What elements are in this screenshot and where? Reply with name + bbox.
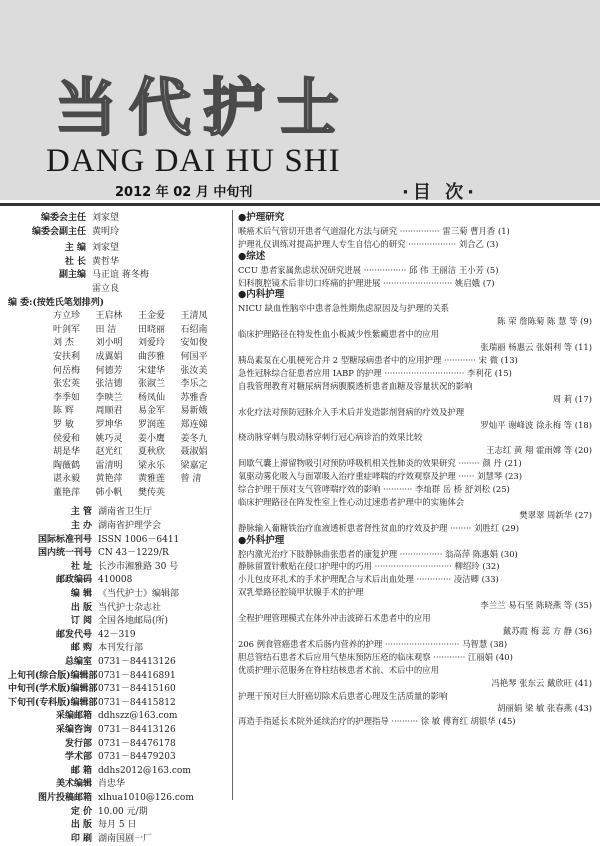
toc-item-title: CCU 患者家属焦虑状况研究进展 ················ 邱 伟 王丽洁 王小芳 (5): [238, 264, 499, 275]
toc-item-title: 综合护理干预对支气管哮喘疗效的影响 ··········· 李灿群 岳 桥 舒刘松 (25): [238, 484, 510, 495]
board-member: 方立珍: [53, 311, 81, 322]
editorial-label: 编委会主任: [40, 213, 86, 223]
toc-item-title: 护理礼仪训练对提高护理人专生自信心的研究 ·················· 刘合乙 (3): [238, 238, 499, 249]
toc-item-authors: 樊翠翠 周新华 (27): [519, 509, 592, 520]
pub-info-label: 出 版: [70, 820, 92, 831]
board-member: 姚巧灵: [95, 433, 123, 444]
board-member: 张淑兰: [138, 379, 166, 390]
board-member: 石绍南: [180, 324, 208, 335]
board-member: 周顺君: [95, 406, 123, 417]
board-member: 樊传英: [138, 487, 166, 498]
pub-info-value: 410008: [98, 575, 133, 586]
board-member: 田晓丽: [138, 324, 166, 335]
pub-info-value: 全国各地邮局(所): [98, 616, 169, 627]
pub-info-value: ddhszz@163.com: [98, 711, 178, 722]
editors-list: [8, 242, 230, 296]
pub-info-label: 中旬刊(学术版)编辑部: [8, 684, 98, 695]
header-rule: [0, 203, 600, 206]
pub-info-row: [8, 670, 230, 684]
editorial-value: 刘家望: [92, 213, 120, 223]
pub-info-label: 图片投稿邮箱: [37, 792, 92, 803]
editor-value: 雷立良: [92, 283, 120, 294]
board-member: 曲莎雅: [138, 351, 166, 362]
board-member: 李映兰: [95, 392, 123, 403]
pub-info-row: [8, 738, 230, 752]
pub-info-row: [8, 656, 230, 670]
editor-row: [8, 256, 230, 270]
pub-info-value: 0731－84413126: [98, 657, 176, 667]
toc-item-title: 急性冠脉综合征患者应用 IABP 的护理 ······························ 李利花 (15): [238, 367, 512, 378]
pub-info-row: [8, 547, 230, 561]
pub-info-value: 本刊发行部: [98, 643, 144, 654]
board-member: 何国平: [180, 351, 208, 362]
toc-item-title: 妇科腹腔镜术后非切口疼痛的护理进展 ·························· 姚启娥 (7): [238, 277, 495, 288]
pub-info-value: 0731－84476178: [98, 738, 176, 749]
toc-item-title: 临床护理路径在特发性血小板减少性紫癜患者中的应用: [238, 329, 439, 340]
pub-info-row: [8, 588, 230, 602]
pub-info-label: 总编室: [64, 657, 92, 667]
board-member: 何德芳: [95, 365, 123, 376]
pub-info-value: 0731－84413126: [98, 724, 176, 735]
board-member: 侯爱和: [53, 433, 81, 444]
pub-info-value: 长沙市湘雅路 30 号: [98, 561, 179, 572]
board-member: [181, 487, 224, 501]
pub-info-row: [8, 629, 230, 643]
pub-info-label: 出 版: [70, 602, 92, 613]
board-member: 张汝美: [180, 365, 208, 376]
board-member: 夏秋欣: [138, 447, 166, 458]
editor-value: 黄哲华: [92, 256, 120, 267]
pub-info-row: [8, 697, 230, 711]
pub-info-value: 湖南国剧一厂: [98, 833, 153, 844]
board-member: 罗 敏: [53, 419, 74, 430]
toc-item-title: 喉癌术后气管切开患者气道湿化方法与研究 ··············· 雷三菊 曹月香 (1): [238, 225, 510, 236]
pub-info-row: [8, 819, 230, 833]
pub-info-row: [8, 520, 230, 534]
board-member: 雷清明: [95, 460, 123, 471]
board-member: 叶剑军: [53, 324, 81, 335]
board-member: 易新娥: [180, 406, 208, 417]
pub-info-label: 定 价: [70, 806, 92, 817]
pub-info-label: 美术编辑: [55, 779, 92, 790]
board-member: 姜冬九: [180, 433, 208, 444]
board-member: 田 洁: [95, 324, 117, 335]
board-member: 董艳萍: [53, 487, 81, 498]
editorial-row: [8, 212, 230, 226]
editor-label: 社 长: [64, 256, 86, 267]
pub-info-value: 10.00 元/期: [98, 806, 148, 817]
board-member: 罗坤华: [95, 419, 123, 430]
toc-item-title: 间歇气囊上滞留物吸引对预防呼吸机相关性肺炎的效果研究 ········ 颜 丹 (21): [238, 458, 522, 469]
toc-item-title: 全程护理管理模式在体外冲击波碎石术患者中的应用: [238, 613, 431, 624]
journal-title: 当代护士: [55, 71, 352, 144]
toc-item-title: 206 例食管癌患者术后肠内营养的护理 ···························· 马智慧 (38): [238, 638, 508, 649]
pub-info-row: [8, 615, 230, 629]
toc-section-heading: ●护理研究: [238, 212, 285, 223]
toc-item-title: 腔内激光治疗下肢静脉曲张患者的康复护理 ················ 翁高萍 陈惠娟 (30): [238, 548, 518, 559]
toc-item-authors: 李兰兰 易石坚 陈晓燕 等 (35): [480, 600, 592, 611]
pub-info-row: [8, 751, 230, 765]
board-member: 黄雅莲: [138, 474, 166, 485]
board-member: 梁嘉定: [180, 460, 208, 471]
contents-heading: ·目 次·: [402, 182, 478, 203]
board-member: 王清凤: [180, 311, 208, 322]
board-member: 姜小鹰: [138, 433, 166, 444]
journal-pinyin: DANG DAI HU SHI: [46, 143, 341, 179]
board-member: 陶薇鹤: [53, 460, 81, 471]
toc-item-title: 护理干预对巨大肝癌切除术后患者心理及生活质量的影响: [238, 690, 448, 701]
editorial-row: [8, 226, 230, 240]
board-member: 梁永乐: [138, 460, 166, 471]
masthead: [8, 212, 230, 846]
editorial-label: 编委会副主任: [31, 226, 86, 237]
pub-info-label: 国内统一刊号: [37, 548, 92, 559]
editor-row: [8, 283, 230, 297]
pub-info-value: 湖南省护理学会: [98, 521, 162, 532]
pub-info-label: 邮 购: [70, 643, 92, 654]
pub-info-row: [8, 765, 230, 779]
pub-info-value: 湖南省卫生厅: [98, 507, 153, 518]
board-member: 陈 辉: [53, 406, 74, 417]
pub-info-label: 邮发代号: [55, 629, 92, 640]
board-label: 编 委:(按姓氏笔划排列): [8, 297, 104, 308]
board-member: 聂淑娟: [180, 447, 208, 458]
toc-item-authors: 王志红 黄 翔 霍雨嫦 等 (20): [486, 445, 592, 456]
editor-row: [8, 242, 230, 256]
pub-info-label: 主 管: [70, 507, 92, 518]
board-member: 韩小帆: [95, 487, 123, 498]
board-member: 成翼娟: [95, 351, 123, 362]
toc-item-title: 胰岛素泵在心肌梗死合并 2 型糖尿病患者中的应用护理 ············ 宋 微 (13): [238, 354, 518, 365]
editor-label: 副主编: [58, 270, 86, 281]
toc-item-title: 静脉输入葡糖铁治疗血液透析患者肾性贫血的疗效及护理 ········ 刘胜红 (29): [238, 522, 519, 533]
editorial-value: 黄明玲: [92, 226, 120, 237]
pub-info-row: [8, 506, 230, 520]
table-of-contents: [238, 212, 592, 728]
pub-info-row: [8, 534, 230, 548]
pub-info-label: 采编咨询: [55, 724, 92, 735]
toc-item-title: 优质护理示范服务在脊柱结核患者术前、术后中的应用: [238, 664, 439, 675]
board-member: 李乐之: [180, 379, 208, 390]
toc-section-heading: ●综述: [238, 250, 266, 262]
issue-date: 2012 年 02 月 中旬刊: [115, 185, 253, 200]
board-member: 宋建华: [138, 365, 166, 376]
toc-item-title: 双乳晕路径腔镜甲状腺手术的护理: [238, 587, 364, 598]
toc-item-title: 胆总管结石患者术后应用气垫床预防压疮的临床观察 ············ 江丽娟 (40): [238, 651, 513, 662]
toc-item-title: 再造手指延长术院外延续治疗的护理指导 ·········· 徐 敏 傅育红 胡银华 (45): [238, 716, 516, 727]
pub-info-label: 邮 箱: [70, 765, 92, 776]
editorial-committee: [8, 212, 230, 239]
editor-value: 马正谊 蒋冬梅: [92, 270, 149, 281]
pub-info-value: CN 43－1229/R: [98, 548, 169, 559]
toc-section-heading: ●内科护理: [238, 289, 285, 301]
toc-item-authors: 周 莉 (17): [552, 393, 592, 404]
pub-info-value: xlhua1010@126.com: [98, 792, 194, 803]
pub-info-row: [8, 710, 230, 724]
pub-info-row: [8, 724, 230, 738]
editor-value: 刘家望: [92, 243, 120, 254]
board-member: 罗润莲: [138, 419, 166, 430]
toc-item-authors: 冯艳琴 张东云 戴欣旺 (41): [491, 677, 592, 688]
toc-item-title: 临床护理路径在阵发性室上性心动过速患者护理中的实施体会: [238, 496, 465, 507]
board-member: 安如俊: [180, 338, 208, 349]
editor-label: 主 编: [64, 243, 86, 254]
board-member: 刘 杰: [53, 338, 74, 349]
board-members: [53, 310, 223, 500]
board-member: 谌永毅: [53, 474, 81, 485]
toc-section-heading: ●外科护理: [238, 534, 285, 546]
pub-info-value: 0731－84415812: [98, 697, 176, 708]
board-member: 刘小明: [95, 338, 123, 349]
toc-item-authors: 戴苏霞 梅 蕊 方 静 (36): [502, 626, 592, 636]
board-member: 赵光红: [95, 447, 123, 458]
board-member: 安扶利: [53, 351, 81, 362]
pub-info-row: [8, 561, 230, 575]
pub-info-row: [8, 642, 230, 656]
pub-info-row: [8, 683, 230, 697]
pub-info-row: [8, 833, 230, 846]
pub-info-label: 编 辑: [70, 589, 92, 600]
pub-info-label: 学术部: [64, 752, 92, 763]
pub-info-value: 肖忠华: [98, 779, 126, 790]
board-member: 杨凤仙: [138, 392, 166, 403]
board-member: 苏雅香: [180, 392, 208, 403]
publication-info: [8, 506, 230, 846]
board-member: 刘爱玲: [138, 338, 166, 349]
toc-item-title: 桡动脉穿刺与股动脉穿刺行冠心病诊治的效果比较: [238, 432, 423, 443]
pub-info-row: [8, 778, 230, 792]
toc-item-title: NICU 缺血性脑卒中患者急性期焦虑原因及与护理的关系: [238, 303, 450, 314]
toc-item-title: 静脉留置针敷贴在侵口护理中的巧用 ····························· 柳绍玲 (32): [238, 561, 500, 572]
pub-info-value: 每月 5 日: [98, 820, 137, 831]
board-member: 何岳梅: [53, 365, 81, 376]
pub-info-value: 0731－84479203: [98, 752, 176, 763]
pub-info-label: 发行部: [64, 738, 92, 749]
board-member: 胡是华: [53, 447, 81, 458]
pub-info-value: 0731－84415160: [98, 684, 176, 695]
pub-info-row: [8, 602, 230, 616]
board-member: 李季如: [53, 392, 81, 403]
toc-item-authors: 胡丽娟 梁 敏 张春燕 (43): [497, 703, 592, 714]
board-member: 曾 清: [180, 474, 202, 485]
pub-info-row: [8, 806, 230, 820]
board-member: 王启林: [95, 311, 123, 322]
pub-info-value: ddhs2012@163.com: [98, 765, 191, 776]
pub-info-label: 主 办: [70, 521, 92, 532]
pub-info-label: 上旬刊(综合版)编辑部: [8, 670, 98, 681]
pub-info-row: [8, 792, 230, 806]
pub-info-label: 邮政编码: [55, 575, 92, 586]
column-divider: [232, 210, 233, 800]
board-member: 王金爱: [138, 311, 166, 322]
toc-item-authors: 张瑞丽 杨惠云 张娟利 等 (11): [480, 342, 592, 353]
pub-info-label: 订 阅: [70, 616, 92, 627]
pub-info-row: [8, 574, 230, 588]
pub-info-value: 42－319: [98, 629, 136, 640]
toc-item-authors: 罗灿平 谢峰波 徐永梅 等 (18): [480, 419, 592, 430]
toc-item-authors: 陈 荣 詹陈菊 陈 慧 等 (9): [497, 316, 592, 327]
pub-info-label: 社 址: [70, 561, 92, 572]
pub-info-value: ISSN 1006－6411: [98, 534, 180, 545]
board-member: 张洁德: [95, 379, 123, 390]
pub-info-label: 采编邮箱: [55, 711, 92, 722]
board-member: 黄艳萍: [95, 474, 123, 485]
toc-item-title: 自我管理教育对糖尿病肾病腹膜透析患者血糖及容量状况的影响: [238, 380, 473, 391]
toc-item-title: 小儿包皮环扎术的手术护理配合与术后出血处理 ············· 凌洁卿 (33): [238, 574, 499, 585]
pub-info-label: 下旬刊(专科版)编辑部: [8, 697, 98, 708]
editor-row: [8, 269, 230, 283]
board-member: 易金军: [138, 406, 166, 417]
toc-item-title: 水化疗法对预防冠脉介入手术后并发造影剂肾病的疗效及护理: [238, 406, 465, 417]
pub-info-label: 印 刷: [70, 833, 92, 844]
board-member: 张宏英: [53, 379, 81, 390]
toc-item-title: 氧驱动雾化吸入与面罩吸入治疗重症哮喘的疗效观察及护理 ······ 刘慧琴 (23): [238, 471, 523, 482]
pub-info-value: 0731－84416891: [98, 670, 176, 681]
pub-info-value: 当代护士杂志社: [98, 602, 162, 613]
pub-info-value: 《当代护士》编辑部: [98, 589, 180, 600]
board-member: 郑连娣: [180, 419, 208, 430]
pub-info-label: 国际标准刊号: [37, 534, 92, 545]
